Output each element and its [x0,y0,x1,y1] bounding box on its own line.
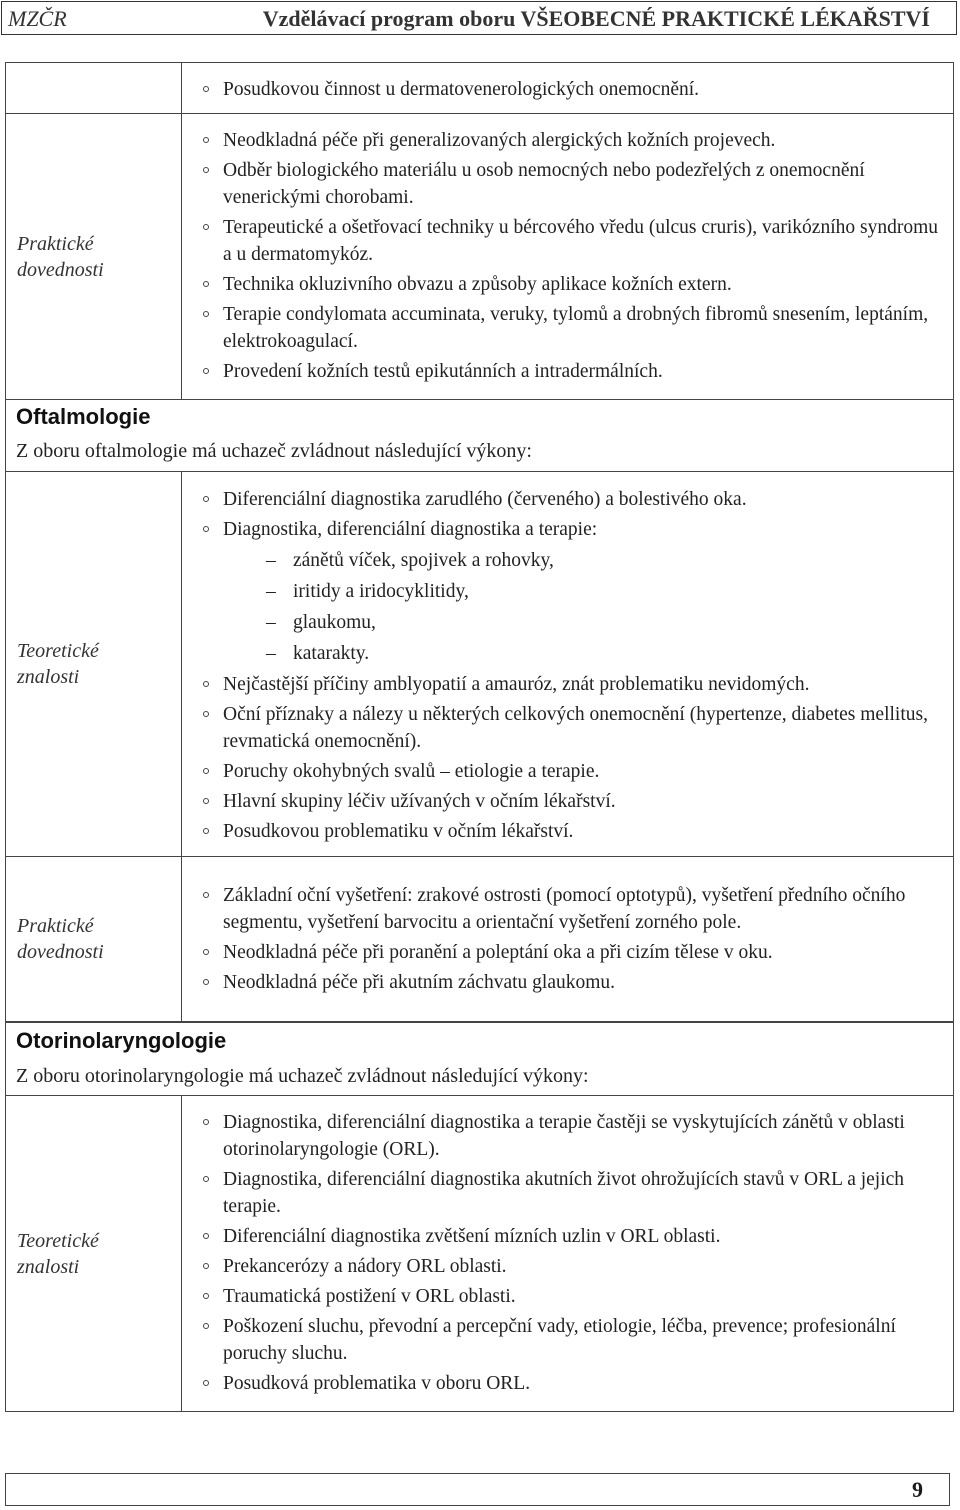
list-item: Provedení kožních testů epikutánních a intradermálních. [196,358,943,385]
section-title-ophthalmology: Oftalmologie [16,404,151,429]
list-item: Terapie condylomata accuminata, veruky, tylomů a drobných fibromů snesením, leptáním, elektrokoagulací. [196,301,943,355]
list-item: Odběr biologického materiálu u osob nemocných nebo podezřelých z onemocnění venerickými chorobami. [196,157,943,211]
header-ministry: MZČR [8,6,67,31]
dermatology-table [5,62,954,400]
list-item: Diagnostika, diferenciální diagnostika akutních život ohrožujících stavů v ORL a jejich terapie. [196,1166,943,1220]
list-item: Diferenciální diagnostika zarudlého (červeného) a bolestivého oka. [196,486,943,513]
list-item: Posudkovou činnost u dermatovenerologických onemocnění. [196,76,943,103]
list-item: Prekancerózy a nádory ORL oblasti. [196,1253,943,1280]
list-item: Technika okluzivního obvazu a způsoby aplikace kožních extern. [196,271,943,298]
list-item: Traumatická postižení v ORL oblasti. [196,1283,943,1310]
content-cell [182,472,954,857]
list-item: Poškození sluchu, převodní a percepční vady, etiologie, léčba, prevence; profesionální poruchy sluchu. [196,1313,943,1367]
empty-label-cell [6,63,182,114]
content-cell [182,114,954,400]
list-item: Posudková problematika v oboru ORL. [196,1370,943,1397]
section-title-orl: Otorinolaryngologie [16,1028,227,1053]
section-intro: Z oboru otorinolaryngologie má uchazeč zvládnout následující výkony: [16,1065,589,1087]
sub-list-item: – glaukomu, [266,611,376,633]
list-item: Oční příznaky a nálezy u některých celkových onemocnění (hypertenze, diabetes mellitus, revmatická onemocnění). [196,701,943,755]
list-item: Neodkladná péče při poranění a poleptání oka a při cizím tělese v oku. [196,939,943,966]
list-item: Nejčastější příčiny amblyopatií a amauróz, znát problematiku nevidomých. [196,671,943,698]
sub-list-item: – katarakty. [266,642,370,664]
content-cell [182,857,954,1022]
table-row [6,857,954,1022]
list-item: Hlavní skupiny léčiv užívaných v očním lékařství. [196,788,943,815]
list-item: Základní oční vyšetření: zrakové ostrosti (pomocí optotypů), vyšetření předního očního segmentu, vyšetření barvocitu a orientační vyšetření zorného pole. [196,882,943,936]
list-item: Poruchy okohybných svalů – etiologie a terapie. [196,758,943,785]
row-label: Teoretické znalosti [6,1096,182,1412]
list-item: Diagnostika, diferenciální diagnostika a terapie častěji se vyskytujících zánětů v oblasti otorinolaryngologie (ORL). [196,1109,943,1163]
list-item: Posudkovou problematiku v očním lékařství. [196,818,943,845]
list-item: Diferenciální diagnostika zvětšení mízních uzlin v ORL oblasti. [196,1223,943,1250]
page-number: 9 [912,1477,923,1502]
row-label: Teoretické znalosti [6,472,182,857]
table-row [6,1096,954,1412]
table-row [6,114,954,400]
row-label: Praktické dovednosti [6,114,182,400]
section-intro: Z oboru oftalmologie má uchazeč zvládnout následující výkony: [16,440,532,462]
table-row [6,472,954,857]
content-cell [182,1096,954,1412]
page-header [1,1,957,35]
row-label: Praktické dovednosti [6,857,182,1022]
sub-list-item: – zánětů víček, spojivek a rohovky, [266,549,554,571]
table-row [6,63,954,114]
ophthalmology-table [5,471,954,1022]
header-program-title: Vzdělávací program oboru VŠEOBECNÉ PRAKTICKÉ LÉKAŘSTVÍ [262,6,930,31]
sub-list-item: – iritidy a iridocyklitidy, [266,580,469,602]
orl-table [5,1095,954,1412]
list-item: Terapeutické a ošetřovací techniky u bércového vředu (ulcus cruris), varikózního syndromu a u dermatomykóz. [196,214,943,268]
list-item: Neodkladná péče při generalizovaných alergických kožních projevech. [196,127,943,154]
content-cell [182,63,954,114]
page-footer [5,1473,950,1506]
list-item: Neodkladná péče při akutním záchvatu glaukomu. [196,969,943,996]
list-item: Diagnostika, diferenciální diagnostika a terapie: – zánětů víček, spojivek a rohovky, – iritidy a iridocyklitidy, – glaukomu, – katarakty. [196,516,943,667]
